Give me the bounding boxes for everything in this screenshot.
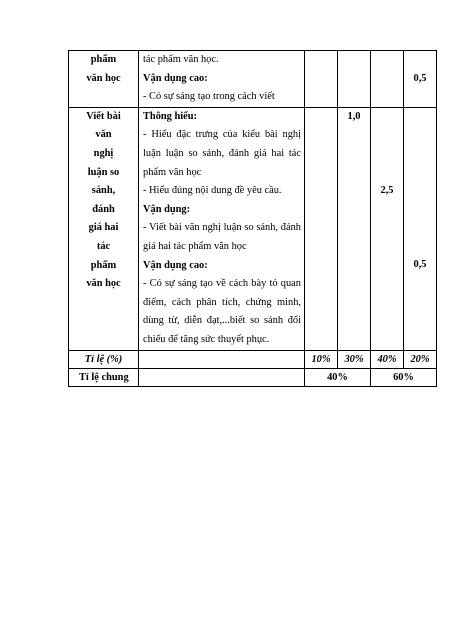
thong-hieu-item: - Hiểu đúng nội dung đề yêu cầu. [143, 185, 282, 197]
score-cell-th [338, 51, 371, 108]
ratio-value: 10% [305, 350, 338, 368]
vdc-item: - Có sự sáng tạo về cách bày tỏ quan điểm, cách phân tích, chứng minh, dùng từ, diễn đạt,...biết so sánh đối chiếu để tăng sức thuyết phục. [143, 278, 301, 345]
score-cell-vd: 2,5 [371, 107, 404, 350]
content-line: - Có sự sáng tạo trong cách viết [143, 91, 275, 103]
skill-line: tác [96, 240, 111, 252]
skill-line: luận so [87, 166, 120, 178]
thong-hieu-item: - Hiểu đặc trưng của kiểu bài nghị luận luận so sánh, đánh giá hai tác phẩm văn học [143, 129, 301, 178]
table-row-total [69, 368, 437, 386]
assessment-matrix-table [68, 50, 437, 387]
ratio-label: Tỉ lệ (%) [69, 350, 139, 368]
content-line: tác phẩm văn học. [143, 54, 219, 65]
ratio-empty-cell [139, 350, 305, 368]
total-value: 40% [305, 368, 371, 386]
skill-line: giá hai [88, 222, 119, 234]
score-cell-th: 1,0 [338, 107, 371, 350]
thong-hieu-heading: Thông hiểu: [143, 110, 197, 122]
score-cell-nb [305, 107, 338, 350]
skill-line: văn học [86, 72, 121, 84]
van-dung-heading: Vận dụng: [143, 203, 191, 215]
skill-line: phẩm [90, 54, 117, 65]
content-cell [139, 51, 305, 108]
ratio-value: 40% [371, 350, 404, 368]
score-cell-vd [371, 51, 404, 108]
table-row-ratio [69, 350, 437, 368]
skill-line: văn học [86, 278, 121, 290]
score-cell-nb [305, 51, 338, 108]
skill-line: nghị [93, 147, 114, 159]
score-cell-vdc: 0,5 [404, 107, 437, 350]
total-label: Tỉ lệ chung [69, 368, 139, 386]
table-row-literature-continuation [69, 51, 437, 108]
vdc-heading: Vận dụng cao: [143, 259, 208, 271]
skill-cell [69, 51, 139, 108]
content-cell [139, 107, 305, 350]
skill-line: Viết bài [86, 110, 121, 122]
vdc-heading: Vận dụng cao: [143, 72, 208, 84]
van-dung-item: - Viết bài văn nghị luận so sánh, đánh giá hai tác phẩm văn học [143, 222, 301, 252]
total-empty-cell [139, 368, 305, 386]
table-row-comparative-essay [69, 107, 437, 350]
skill-line: phẩm [90, 259, 117, 271]
skill-line: sánh, [91, 185, 116, 197]
total-value: 60% [371, 368, 437, 386]
skill-cell [69, 107, 139, 350]
ratio-value: 20% [404, 350, 437, 368]
skill-line: đánh [92, 203, 115, 215]
score-cell-vdc: 0,5 [404, 51, 437, 108]
skill-line: văn [95, 129, 112, 141]
ratio-value: 30% [338, 350, 371, 368]
